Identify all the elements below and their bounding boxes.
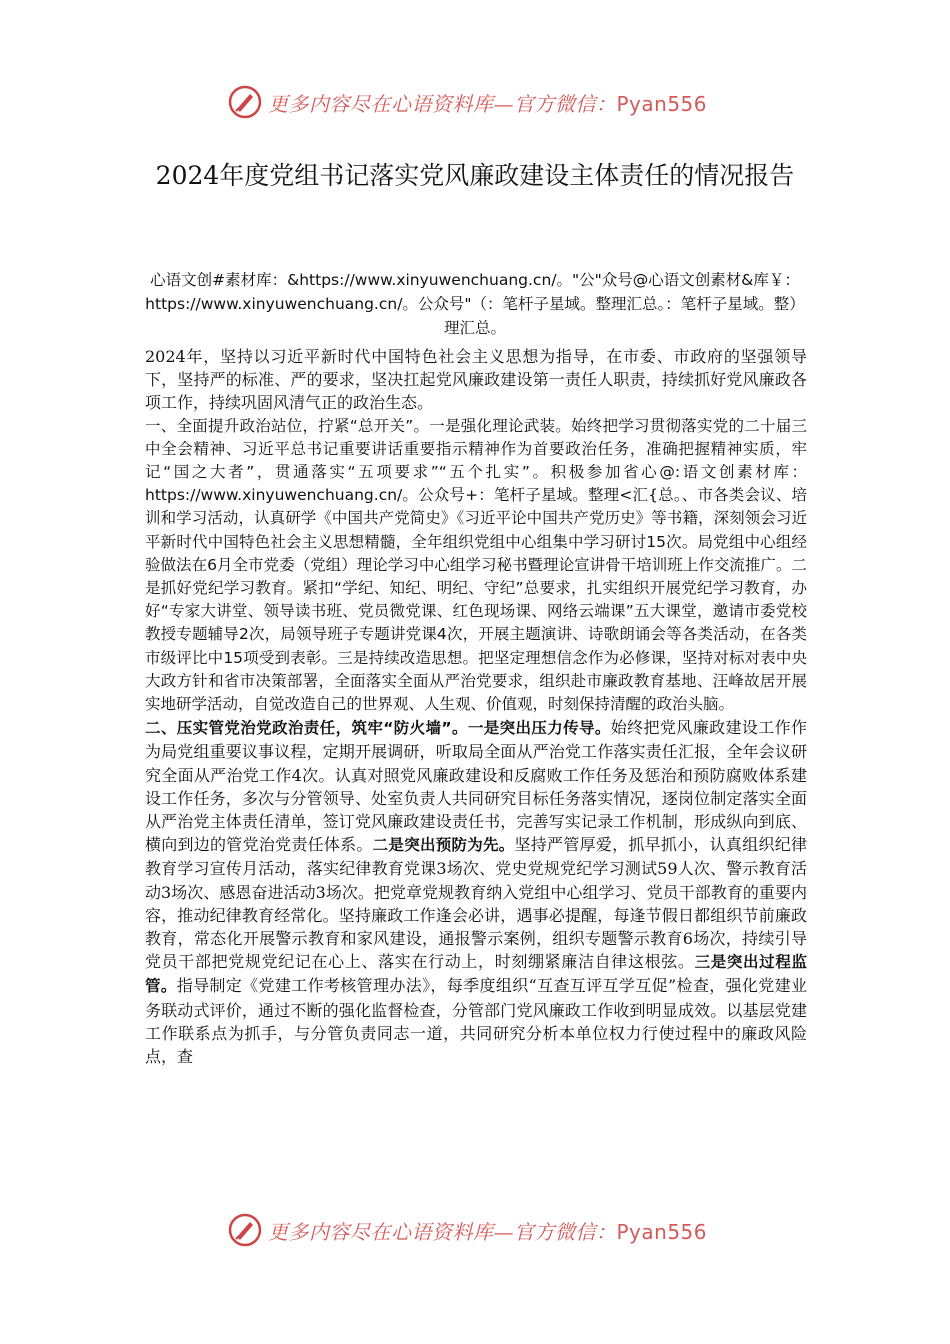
writing-hand-logo-icon: [228, 1213, 262, 1247]
source-note: 心语文创#素材库：&https://www.xinyuwenchuang.cn/。"公"众号@心语文创素材&库￥：https://www.xinyuwenchuang.cn/。公众号"（：笔杆子星域。整理汇总。：笔杆子星域。整）理汇总。: [145, 271, 805, 337]
section-2-subheading-c: 三是突出过程监管。: [145, 953, 807, 996]
wechat-handle: Pyan556: [616, 91, 708, 116]
paragraph-section-2: [145, 716, 807, 1068]
section-2-subheading-b: 二是突出预防为先。: [372, 836, 515, 855]
section-2-text-a: 始终把党风廉政建设工作作为局党组重要议事议程，定期开展调研，听取局全面从严治党工作落实责任汇报，全年会议研究全面从严治党工作4次。认真对照党风廉政建设和反腐败工作任务及惩治和预防腐败体系建设工作任务，多次与分管领导、处室负责人共同研究目标任务落实情况，逐岗位制定落实全面从严治党主体责任清单，签订党风廉政建设责任书，完善写实记录工作机制，形成纵向到底、横向到边的管党治党责任体系。: [145, 718, 807, 855]
header-banner[interactable]: [228, 82, 748, 122]
writing-hand-logo-icon: [228, 85, 262, 119]
paragraph-intro: 2024年，坚持以习近平新时代中国特色社会主义思想为指导，在市委、市政府的坚强领导下，坚持严的标准、严的要求，坚决扛起党风廉政建设第一责任人职责，持续抓好党风廉政各项工作，持续巩固风清气正的政治生态。: [145, 347, 807, 413]
document-title: 2024年度党组书记落实党风廉政建设主体责任的情况报告: [155, 161, 795, 190]
banner-text: 更多内容尽在心语资料库—官方微信：Pyan556: [268, 91, 708, 116]
section-2-text-b: 坚持严管厚爱，抓早抓小，认真组织纪律教育学习宣传月活动，落实纪律教育党课3场次、党史党规党纪学习测试59人次、警示教育活动3场次、感恩奋进活动3场次。把党章党规教育纳入党组中心组学习、党员干部教育的重要内容，推动纪律教育经常化。坚持廉政工作逢会必讲，遇事必提醒，每逢节假日都组织节前廉政教育，常态化开展警示教育和家风建设，通报警示案例，组织专题警示教育6场次，持续引导党员干部把党规党纪记在心上、落实在行动上，时刻绷紧廉洁自律这根弦。: [145, 835, 807, 972]
paragraph-section-1: 一、全面提升政治站位，拧紧“总开关”。一是强化理论武装。始终把学习贯彻落实党的二十届三中全会精神、习近平总书记重要讲话重要指示精神作为首要政治任务，准确把握精神实质，牢记“国之大者”，贯通落实“五项要求”“五个扎实”。积极参加省心@:语文创素材库：https://www.xinyuwenchuang.cn/。公众号+：笔杆子星域。整理<汇{总。、市各类会议、培训和学习活动，认真研学《中国共产党简史》《习近平论中国共产党历史》等书籍，深刻领会习近平新时代中国特色社会主义思想精髓，全年组织党组中心组集中学习研讨15次。局党组中心组经验做法在6月全市党委（党组）理论学习中心组学习秘书暨理论宣讲骨干培训班上作交流推广。二是抓好党纪学习教育。紧扣“学纪、知纪、明纪、守纪”总要求，扎实组织开展党纪学习教育，办好“专家大讲堂、领导读书班、党员微党课、红色现场课、网络云端课”五大课堂，邀请市委党校教授专题辅导2次，局领导班子专题讲党课4次，开展主题演讲、诗歌朗诵会等各类活动，在各类市级评比中15项受到表彰。三是持续改造思想。把坚定理想信念作为必修课，坚持对标对表中央大政方针和省市决策部署，全面落实全面从严治党要求，组织赴市廉政教育基地、汪峰故居开展实地研学活动，自觉改造自己的世界观、人生观、价值观，时刻保持清醒的政治头脑。: [145, 416, 807, 714]
section-2-text-c: 指导制定《党建工作考核管理办法》，每季度组织“互查互评互学互促”检查，强化党建业务联动式评价，通过不断的强化监督检查，分管部门党风廉政工作收到明显成效。以基层党建工作联系点为抓手，与分管负责同志一道，共同研究分析本单位权力行使过程中的廉政风险点，查: [145, 976, 807, 1067]
footer-banner[interactable]: [228, 1210, 748, 1250]
document-body: [145, 345, 807, 1068]
section-2-heading: 二、压实管党治党政治责任，筑牢“防火墙”。一是突出压力传导。: [145, 719, 611, 738]
wechat-handle: Pyan556: [616, 1219, 708, 1244]
banner-text: 更多内容尽在心语资料库—官方微信：Pyan556: [268, 1219, 708, 1244]
